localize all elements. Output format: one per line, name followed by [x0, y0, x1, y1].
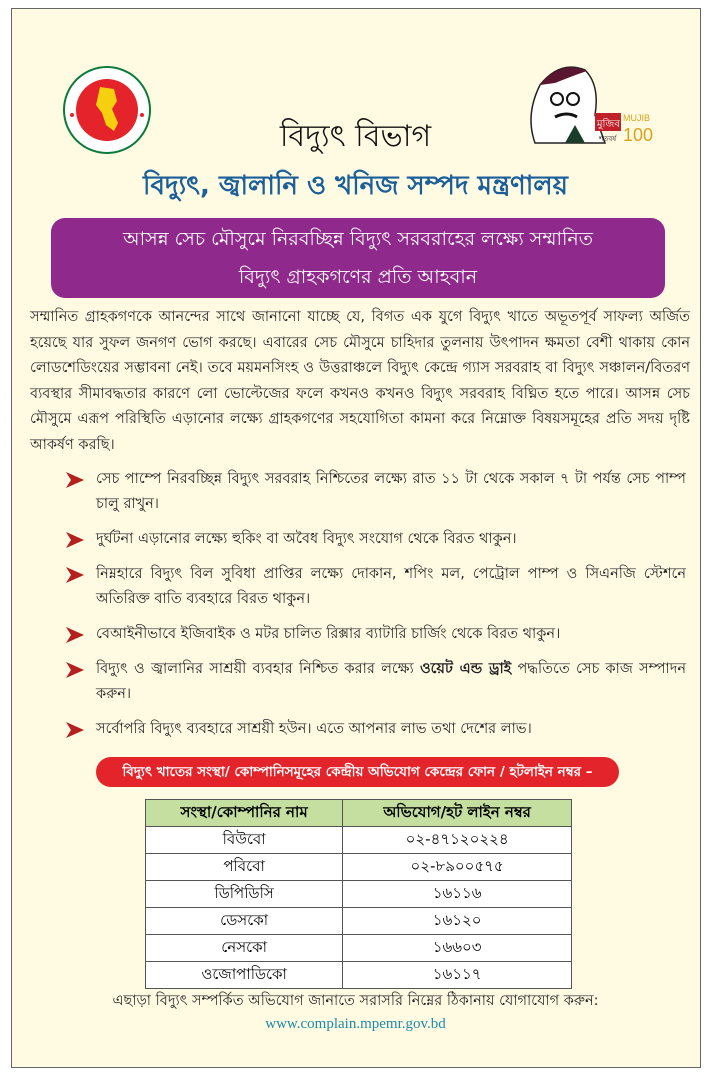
list-item — [66, 657, 686, 707]
table-row — [146, 908, 572, 935]
list-item — [66, 717, 686, 742]
list-item-text: দুর্ঘটনা এড়ানোর লক্ষ্যে হুকিং বা অবৈধ বিদ্যুৎ সংযোগ থেকে বিরত থাকুন। — [96, 531, 517, 547]
organization-cell: ওজোপাডিকো — [146, 962, 343, 989]
svg-text:MUJIB: MUJIB — [623, 113, 650, 123]
list-item-text: পদ্ধতিতে সেচ কাজ সম্পাদন করুন। — [96, 661, 686, 702]
list-item — [66, 622, 686, 647]
table-row — [146, 962, 572, 989]
intro-paragraph: সম্মানিত গ্রাহকগণকে আনন্দের সাথে জানানো যাচ্ছে যে, বিগত এক যুগে বিদ্যুৎ খাতে অভূতপূর্ব সাফল্য অর্জিত হয়েছে যার সুফল জনগণ ভোগ করছে। এবারের সেচ মৌসুমে চাহিদার তুলনায় উৎপাদন ক্ষমতা বেশী থাকায় কোন লোডশেডিংয়ের সম্ভাবনা নেই। তবে ময়মনসিংহ ও উত্তরাঞ্চলে বিদ্যুৎ কেন্দ্রে গ্যাস সরবরাহ বা বিদ্যুৎ সঞ্চালন/বিতরণ ব্যবস্থার সীমাবদ্ধতার কারণে লো ভোল্টেজের ফলে কখনও কখনও বিদ্যুৎ সরবরাহ বিঘ্নিত হতে পারে। আসন্ন সেচ মৌসুমে এরূপ পরিস্থিতি এড়ানোর লক্ষ্যে গ্রাহকগণের সহযোগিতা কামনা করে নিম্নোক্ত বিষয়সমূহের প্রতি সদয় দৃষ্টি আকর্ষণ করছি। — [30, 309, 691, 453]
arrow-bullet-icon — [66, 627, 84, 643]
arrow-bullet-icon — [66, 532, 84, 548]
appeal-banner-line-1: আসন্ন সেচ মৌসুমে নিরবচ্ছিন্ন বিদ্যুৎ সরবরাহের লক্ষ্যে সম্মানিত — [122, 228, 593, 250]
ministry-name: বিদ্যুৎ, জ্বালানি ও খনিজ সম্পদ মন্ত্রণালয় — [143, 171, 568, 201]
organization-cell: বিউবো — [146, 827, 343, 854]
list-item — [66, 562, 686, 612]
list-item-text: সর্বোপরি বিদ্যুৎ ব্যবহারে সাশ্রয়ী হউন। এতে আপনার লাভ তথা দেশের লাভ। — [96, 721, 532, 737]
organization-cell: নেসকো — [146, 935, 343, 962]
list-item-text: বেআইনীভাবে ইজিবাইক ও মটর চালিত রিক্সার ব্যাটারি চার্জিং থেকে বিরত থাকুন। — [96, 626, 561, 642]
hotline-cell: ১৬৬০৩ — [343, 935, 572, 962]
arrow-bullet-icon — [66, 472, 84, 488]
hotline-banner: বিদ্যুৎ খাতের সংস্থা/ কোম্পানিসমূহের কেন্দ্রীয় অভিযোগ কেন্দ্রের ফোন / হটলাইন নম্বর – — [96, 757, 619, 787]
appeal-banner — [51, 218, 665, 298]
arrow-bullet-icon — [66, 567, 84, 583]
hotline-cell: ১৬১১৭ — [343, 962, 572, 989]
table-row — [146, 827, 572, 854]
list-item-text: বিদ্যুৎ ও জ্বালানির সাশ্রয়ী ব্যবহার নিশ্চিত করার লক্ষ্যে — [96, 661, 420, 677]
column-header-hotline: অভিযোগ/হট লাইন নম্বর — [343, 800, 572, 827]
table-row — [146, 935, 572, 962]
hotline-cell: ০২-৮৯০০৫৭৫ — [343, 854, 572, 881]
hotline-cell: ১৬১১৬ — [343, 881, 572, 908]
table-row — [146, 854, 572, 881]
arrow-bullet-icon — [66, 722, 84, 738]
arrow-bullet-icon — [66, 662, 84, 678]
table-row — [146, 881, 572, 908]
list-item — [66, 467, 686, 517]
svg-text:100: 100 — [623, 125, 654, 145]
hotline-cell: ০২-৪৭১২০২২৪ — [343, 827, 572, 854]
list-item-text: সেচ পাম্পে নিরবচ্ছিন্ন বিদ্যুৎ সরবরাহ নিশ্চিতের লক্ষ্যে রাত ১১ টা থেকে সকাল ৭ টা পর্যন্ত সেচ পাম্প চালু রাখুন। — [96, 471, 686, 512]
column-header-organization: সংস্থা/কোম্পানির নাম — [146, 800, 343, 827]
svg-text:শতবর্ষ: শতবর্ষ — [599, 135, 617, 143]
organization-cell: ডিপিডিসি — [146, 881, 343, 908]
table-header-row — [146, 800, 572, 827]
list-item — [66, 527, 686, 552]
organization-cell: ডেসকো — [146, 908, 343, 935]
instruction-list — [66, 467, 686, 752]
footer-note: এছাড়া বিদ্যুৎ সম্পর্কিত অভিযোগ জানাতে সরাসরি নিম্নের ঠিকানায় যোগাযোগ করুন: — [112, 993, 599, 1009]
complaint-website-link[interactable]: www.complain.mpemr.gov.bd — [265, 1016, 446, 1032]
appeal-banner-line-2: বিদ্যুৎ গ্রাহকগণের প্রতি আহবান — [238, 266, 478, 288]
hotline-table — [145, 799, 572, 989]
hotline-cell: ১৬১২০ — [343, 908, 572, 935]
list-item-text: নিম্নহারে বিদ্যুৎ বিল সুবিধা প্রাপ্তির লক্ষ্যে দোকান, শপিং মল, পেট্রোল পাম্প ও সিএনজি স্টেশনে অতিরিক্ত বাতি ব্যবহারে বিরত থাকুন। — [96, 566, 686, 607]
department-title: বিদ্যুৎ বিভাগ — [279, 119, 432, 154]
organization-cell: পবিবো — [146, 854, 343, 881]
svg-text:মুজিব: মুজিব — [597, 119, 620, 130]
wet-dry-method-emphasis: ওয়েট এন্ড ড্রাই — [419, 661, 512, 677]
